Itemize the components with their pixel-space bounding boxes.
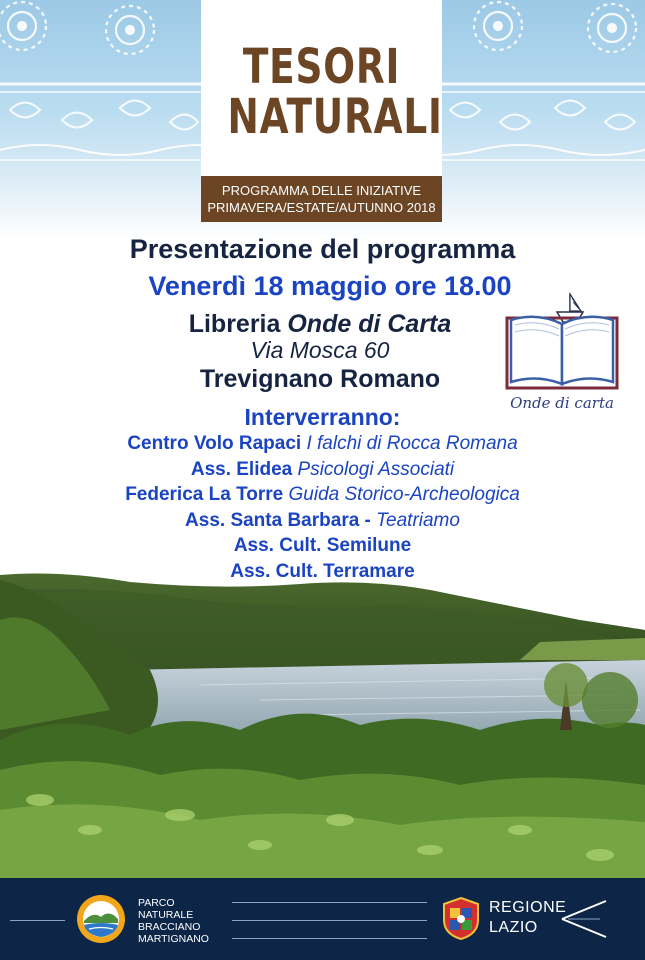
speaker-name: Ass. Cult. Terramare <box>230 560 415 582</box>
region-swoosh-icon <box>560 897 608 941</box>
book-logo-caption: Onde di carta <box>510 394 614 412</box>
speaker-name: Ass. Santa Barbara <box>185 509 360 531</box>
event-headline: Presentazione del programma <box>129 234 516 264</box>
subtitle-line-1: PROGRAMMA DELLE INIZIATIVE <box>221 183 422 198</box>
regione-lazio-crest-icon <box>440 896 482 941</box>
program-subtitle-banner <box>201 176 442 222</box>
event-venue <box>100 309 540 339</box>
subtitle-line-2: PRIMAVERA/ESTATE/AUTUNNO 2018 <box>207 200 436 215</box>
park-name-line-3: BRACCIANO <box>138 921 201 933</box>
region-name-line-1: REGIONE <box>489 899 567 916</box>
event-town: Trevignano Romano <box>199 365 441 393</box>
speakers-heading: Interverranno: <box>244 404 401 430</box>
park-name <box>138 897 209 945</box>
speaker-row <box>0 457 645 483</box>
region-name-line-2: LAZIO <box>489 919 538 936</box>
footer-divider <box>232 920 427 921</box>
park-sun-lake-icon <box>75 893 127 945</box>
speaker-row <box>0 508 645 534</box>
venue-name: Onde di Carta <box>287 310 452 338</box>
park-name-line-4: MARTIGNANO <box>138 933 209 945</box>
footer-divider <box>232 902 427 903</box>
speaker-description: Teatriamo <box>376 509 460 531</box>
region-name <box>489 898 566 938</box>
park-name-line-1: PARCO <box>138 897 175 909</box>
speaker-name: Ass. Elidea <box>190 458 293 480</box>
speaker-description: I falchi di Rocca Romana <box>306 433 518 454</box>
speaker-row <box>0 533 645 559</box>
speaker-separator: - <box>359 509 377 531</box>
speaker-description: Psicologi Associati <box>297 458 455 480</box>
venue-prefix: Libreria <box>188 310 281 338</box>
event-address: Via Mosca 60 <box>250 337 390 363</box>
title-line-2: NATURALI <box>227 89 443 145</box>
speaker-name: Centro Volo Rapaci <box>127 433 302 454</box>
park-name-line-2: NATURALE <box>138 909 194 921</box>
main-title <box>227 39 443 145</box>
speaker-name: Ass. Cult. Semilune <box>233 535 412 556</box>
speaker-row <box>0 431 645 457</box>
title-line-1: TESORI <box>242 39 401 95</box>
event-date: Venerdì 18 maggio ore 18.00 <box>148 271 512 301</box>
title-box <box>201 0 442 222</box>
speaker-name: Federica La Torre <box>125 484 284 505</box>
footer-divider <box>232 938 427 939</box>
footer-divider <box>10 920 65 921</box>
speaker-description: Guida Storico-Archeologica <box>288 484 520 505</box>
speaker-row <box>0 482 645 508</box>
lake-landscape-photo <box>0 560 645 880</box>
